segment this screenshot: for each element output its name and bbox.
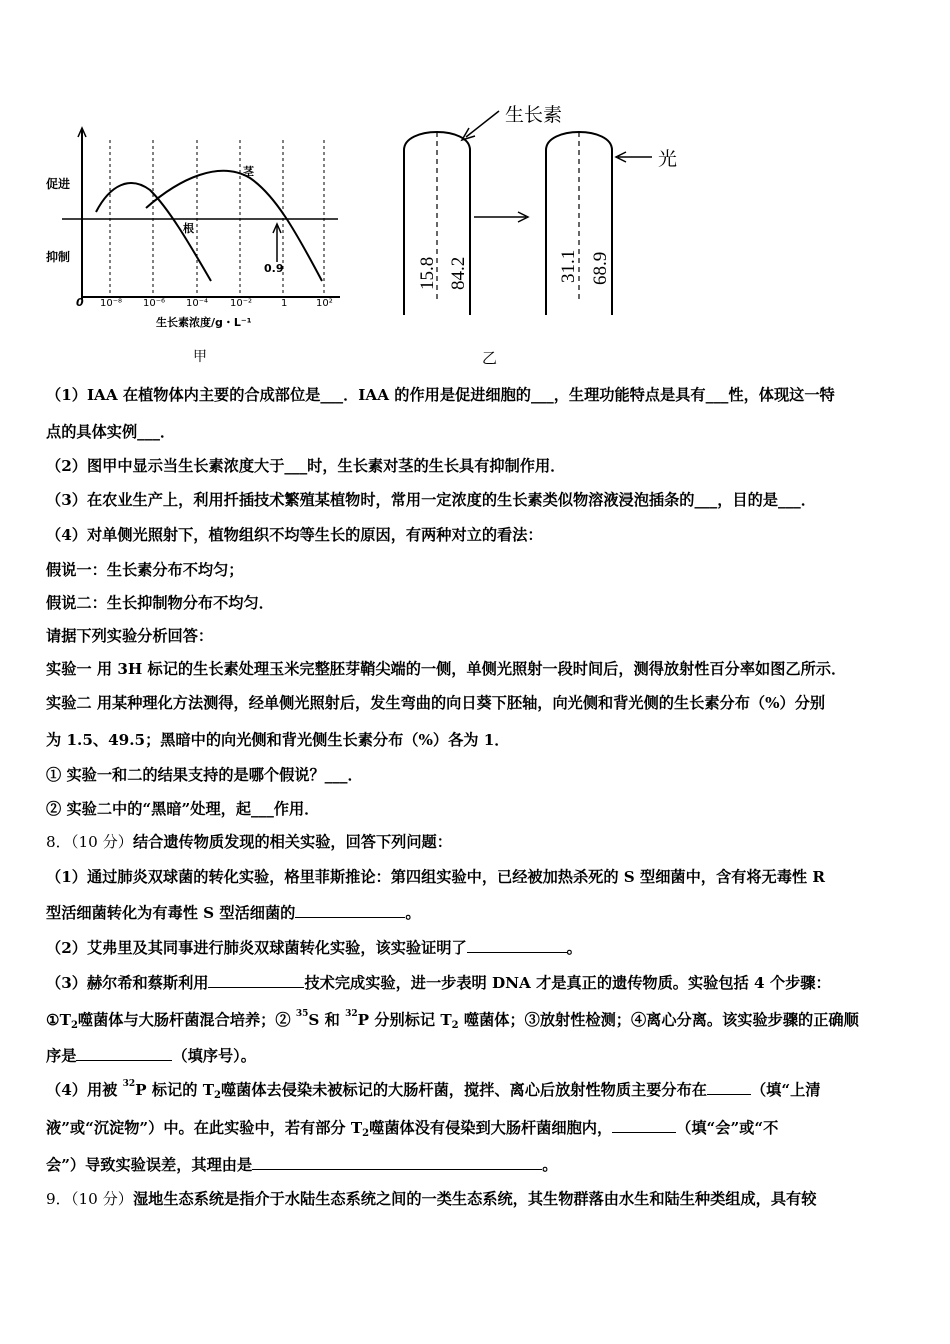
q7-part1-line2: 点的具体实例___． xyxy=(46,423,176,441)
graph-jia xyxy=(46,128,340,365)
marker-label: 0.9 xyxy=(264,262,284,275)
q8-part2: （2）艾弗里及其同事进行肺炎双球菌转化实验，该实验证明了 。 xyxy=(46,939,582,957)
left-value-b: 84.2 xyxy=(448,256,469,290)
answer-blank[interactable] xyxy=(707,1080,751,1095)
x-tick-0: 0 xyxy=(76,296,84,309)
answer-blank[interactable] xyxy=(295,903,405,918)
q7-part4: （4）对单侧光照射下，植物组织不均等生长的原因，有两种对立的看法： xyxy=(46,526,543,544)
y-label-inhibit: 抑制 xyxy=(46,250,71,264)
experiment-2-line2: 为 1.5、49.5；黑暗中的向光侧和背光侧生长素分布（%）各为 1． xyxy=(46,731,510,749)
x-tick-4: 10⁻² xyxy=(230,298,253,309)
q9-text: 湿地生态系统是指介于水陆生态系统之间的一类生态系统，其生物群落由水生和陆生种类组成，具有较 xyxy=(132,1190,817,1208)
answer-blank[interactable] xyxy=(467,938,567,953)
q8-part3-line2: $①T_2$噬菌体与大肠杆菌混合培养；② $^{35}$S 和 $^{32}$P 分别标记 $T_2$ 噬菌体；③放射性检测；④离心分离。该实验步骤的正确顺 xyxy=(46,1009,859,1031)
hypothesis-1: 假说一：生长素分布不均匀； xyxy=(46,561,244,579)
q8-part3-line3: 序是 （填序号）。 xyxy=(46,1047,256,1065)
x-tick-5: 1 xyxy=(281,298,288,309)
experiment-1: 实验一 用 3H 标记的生长素处理玉米完整胚芽鞘尖端的一侧，单侧光照射一段时间后，测得放射性百分率如图乙所示． xyxy=(46,660,847,678)
y-label-promote: 促进 xyxy=(46,177,71,191)
answer-blank[interactable] xyxy=(76,1046,172,1061)
hypothesis-2: 假说二：生长抑制物分布不均匀． xyxy=(46,594,274,612)
caption-jia: 甲 xyxy=(193,349,207,365)
right-value-b: 68.9 xyxy=(590,251,611,285)
q8-part3-line1: （3）赫尔希和蔡斯利用 技术完成实验，进一步表明 DNA 才是真正的遗传物质。实验包括 4 个步骤： xyxy=(46,974,831,992)
q8-number: 8．（10 分） xyxy=(46,833,133,851)
x-axis-label: 生长素浓度/g・L⁻¹ xyxy=(156,316,252,329)
x-tick-1: 10⁻⁸ xyxy=(100,298,123,309)
x-tick-3: 10⁻⁴ xyxy=(186,298,209,309)
q9-heading xyxy=(46,1189,816,1209)
q9-number: 9．（10 分） xyxy=(46,1190,133,1208)
diagram-yi xyxy=(404,104,677,367)
figure-area xyxy=(0,0,950,380)
x-tick-6: 10² xyxy=(316,298,333,309)
answer-blank[interactable] xyxy=(208,973,304,988)
q8-part4-line1: （4）用被 $^{32}$P 标记的 $T_2$噬菌体去侵染未被标记的大肠杆菌，搅拌、离心后放射性物质主要分布在 （填“上清 xyxy=(46,1079,821,1101)
left-value-a: 15.8 xyxy=(417,256,438,290)
experiment-2-line1: 实验二 用某种理化方法测得，经单侧光照射后，发生弯曲的向日葵下胚轴，向光侧和背光侧的生长素分布（%）分别 xyxy=(46,694,826,712)
sub-question-2: ② 实验二中的“黑暗”处理，起___作用． xyxy=(46,800,320,818)
answer-blank[interactable] xyxy=(252,1155,542,1170)
q7-part1-line1: （1）IAA 在植物体内主要的合成部位是___．IAA 的作用是促进细胞的___，生理功能特点是具有___性，体现这一特 xyxy=(46,386,835,404)
q8-part1-line2: 型活细菌转化为有毒性 S 型活细菌的 。 xyxy=(46,904,421,922)
label-auxin: 生长素 xyxy=(505,104,563,126)
q8-part4-line2: 液”或“沉淀物”）中。在此实验中，若有部分 $T_2$噬菌体没有侵染到大肠杆菌细胞内， （填“会”或“不 xyxy=(46,1119,779,1139)
q7-part3: （3）在农业生产上，利用扦插技术繁殖某植物时，常用一定浓度的生长素类似物溶液浸泡插条的___，目的是___． xyxy=(46,491,816,509)
q8-part4-line3: 会”）导致实验误差，其理由是 。 xyxy=(46,1156,558,1174)
curve-label-root: 根 xyxy=(183,222,194,235)
q8-part1-line1: （1）通过肺炎双球菌的转化实验，格里菲斯推论：第四组实验中，已经被加热杀死的 S 型细菌中，含有将无毒性 R xyxy=(46,868,826,886)
caption-yi: 乙 xyxy=(482,349,498,367)
figure-svg xyxy=(0,0,950,380)
answer-blank[interactable] xyxy=(612,1118,676,1133)
q7-part2: （2）图甲中显示当生长素浓度大于___时，生长素对茎的生长具有抑制作用． xyxy=(46,457,566,475)
right-value-a: 31.1 xyxy=(558,249,579,283)
label-light: 光 xyxy=(658,148,678,170)
analysis-prompt: 请据下列实验分析回答： xyxy=(46,627,214,645)
q8-heading xyxy=(46,832,452,852)
x-tick-2: 10⁻⁶ xyxy=(143,298,166,309)
q8-title: 结合遗传物质发现的相关实验，回答下列问题： xyxy=(132,833,452,851)
sub-question-1: ① 实验一和二的结果支持的是哪个假说？___． xyxy=(46,766,363,784)
curve-label-stem: 茎 xyxy=(243,165,254,178)
